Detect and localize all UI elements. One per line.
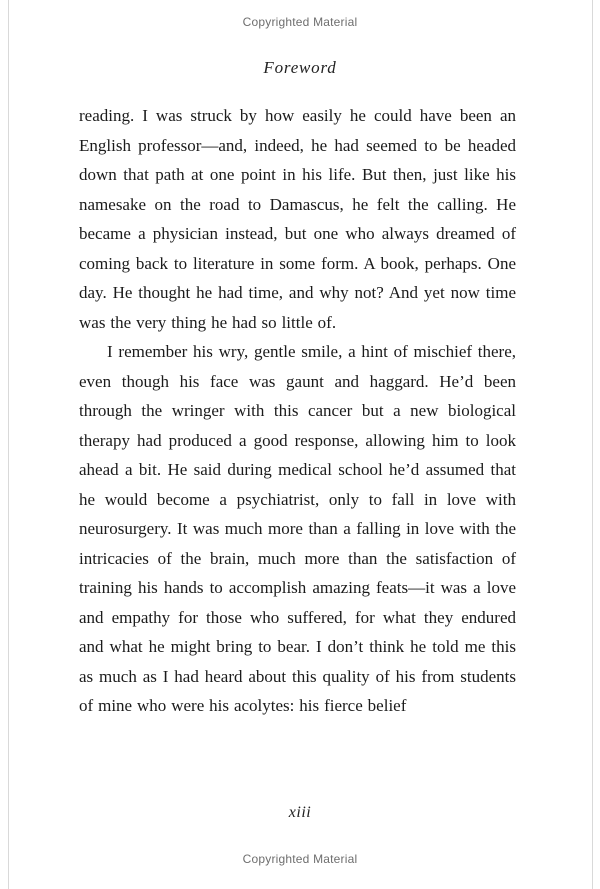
copyright-notice-top: Copyrighted Material [242,15,358,29]
page-edge-right [592,0,593,889]
paragraph: reading. I was struck by how easily he could have been an English professor—and, indeed, he had seemed to be headed down that path at one point in his life. But then, just like his namesake on the road to Damascus, he felt the calling. He became a physician instead, but one who always dreamed of coming back to literature in some form. A book, perhaps. One day. He thought he had time, and why not? And yet now time was the very thing he had so little of. [79,106,516,332]
chapter-heading: Foreword [263,58,337,77]
page-edge-left [8,0,9,889]
page-number: xiii [288,804,312,821]
paragraph: I remember his wry, gentle smile, a hint of mischief there, even though his face was gaunt and haggard. He’d been through the wringer with this cancer but a new biological therapy had produced a good response, allowing him to look ahead a bit. He said during medical school he’d assumed that he would become a psychiatrist, only to fall in love with neurosurgery. It was much more than a falling in love with the intricacies of the brain, much more than the satisfaction of training his hands to accomplish amazing feats—it was a love and empathy for those who suffered, for what they endured and what he might bring to bear. I don’t think he told me this as much as I had heard about this quality of his from students of mine who were his acolytes: his fierce belief [79,342,516,715]
body-text [79,101,516,721]
copyright-notice-bottom: Copyrighted Material [242,852,358,866]
